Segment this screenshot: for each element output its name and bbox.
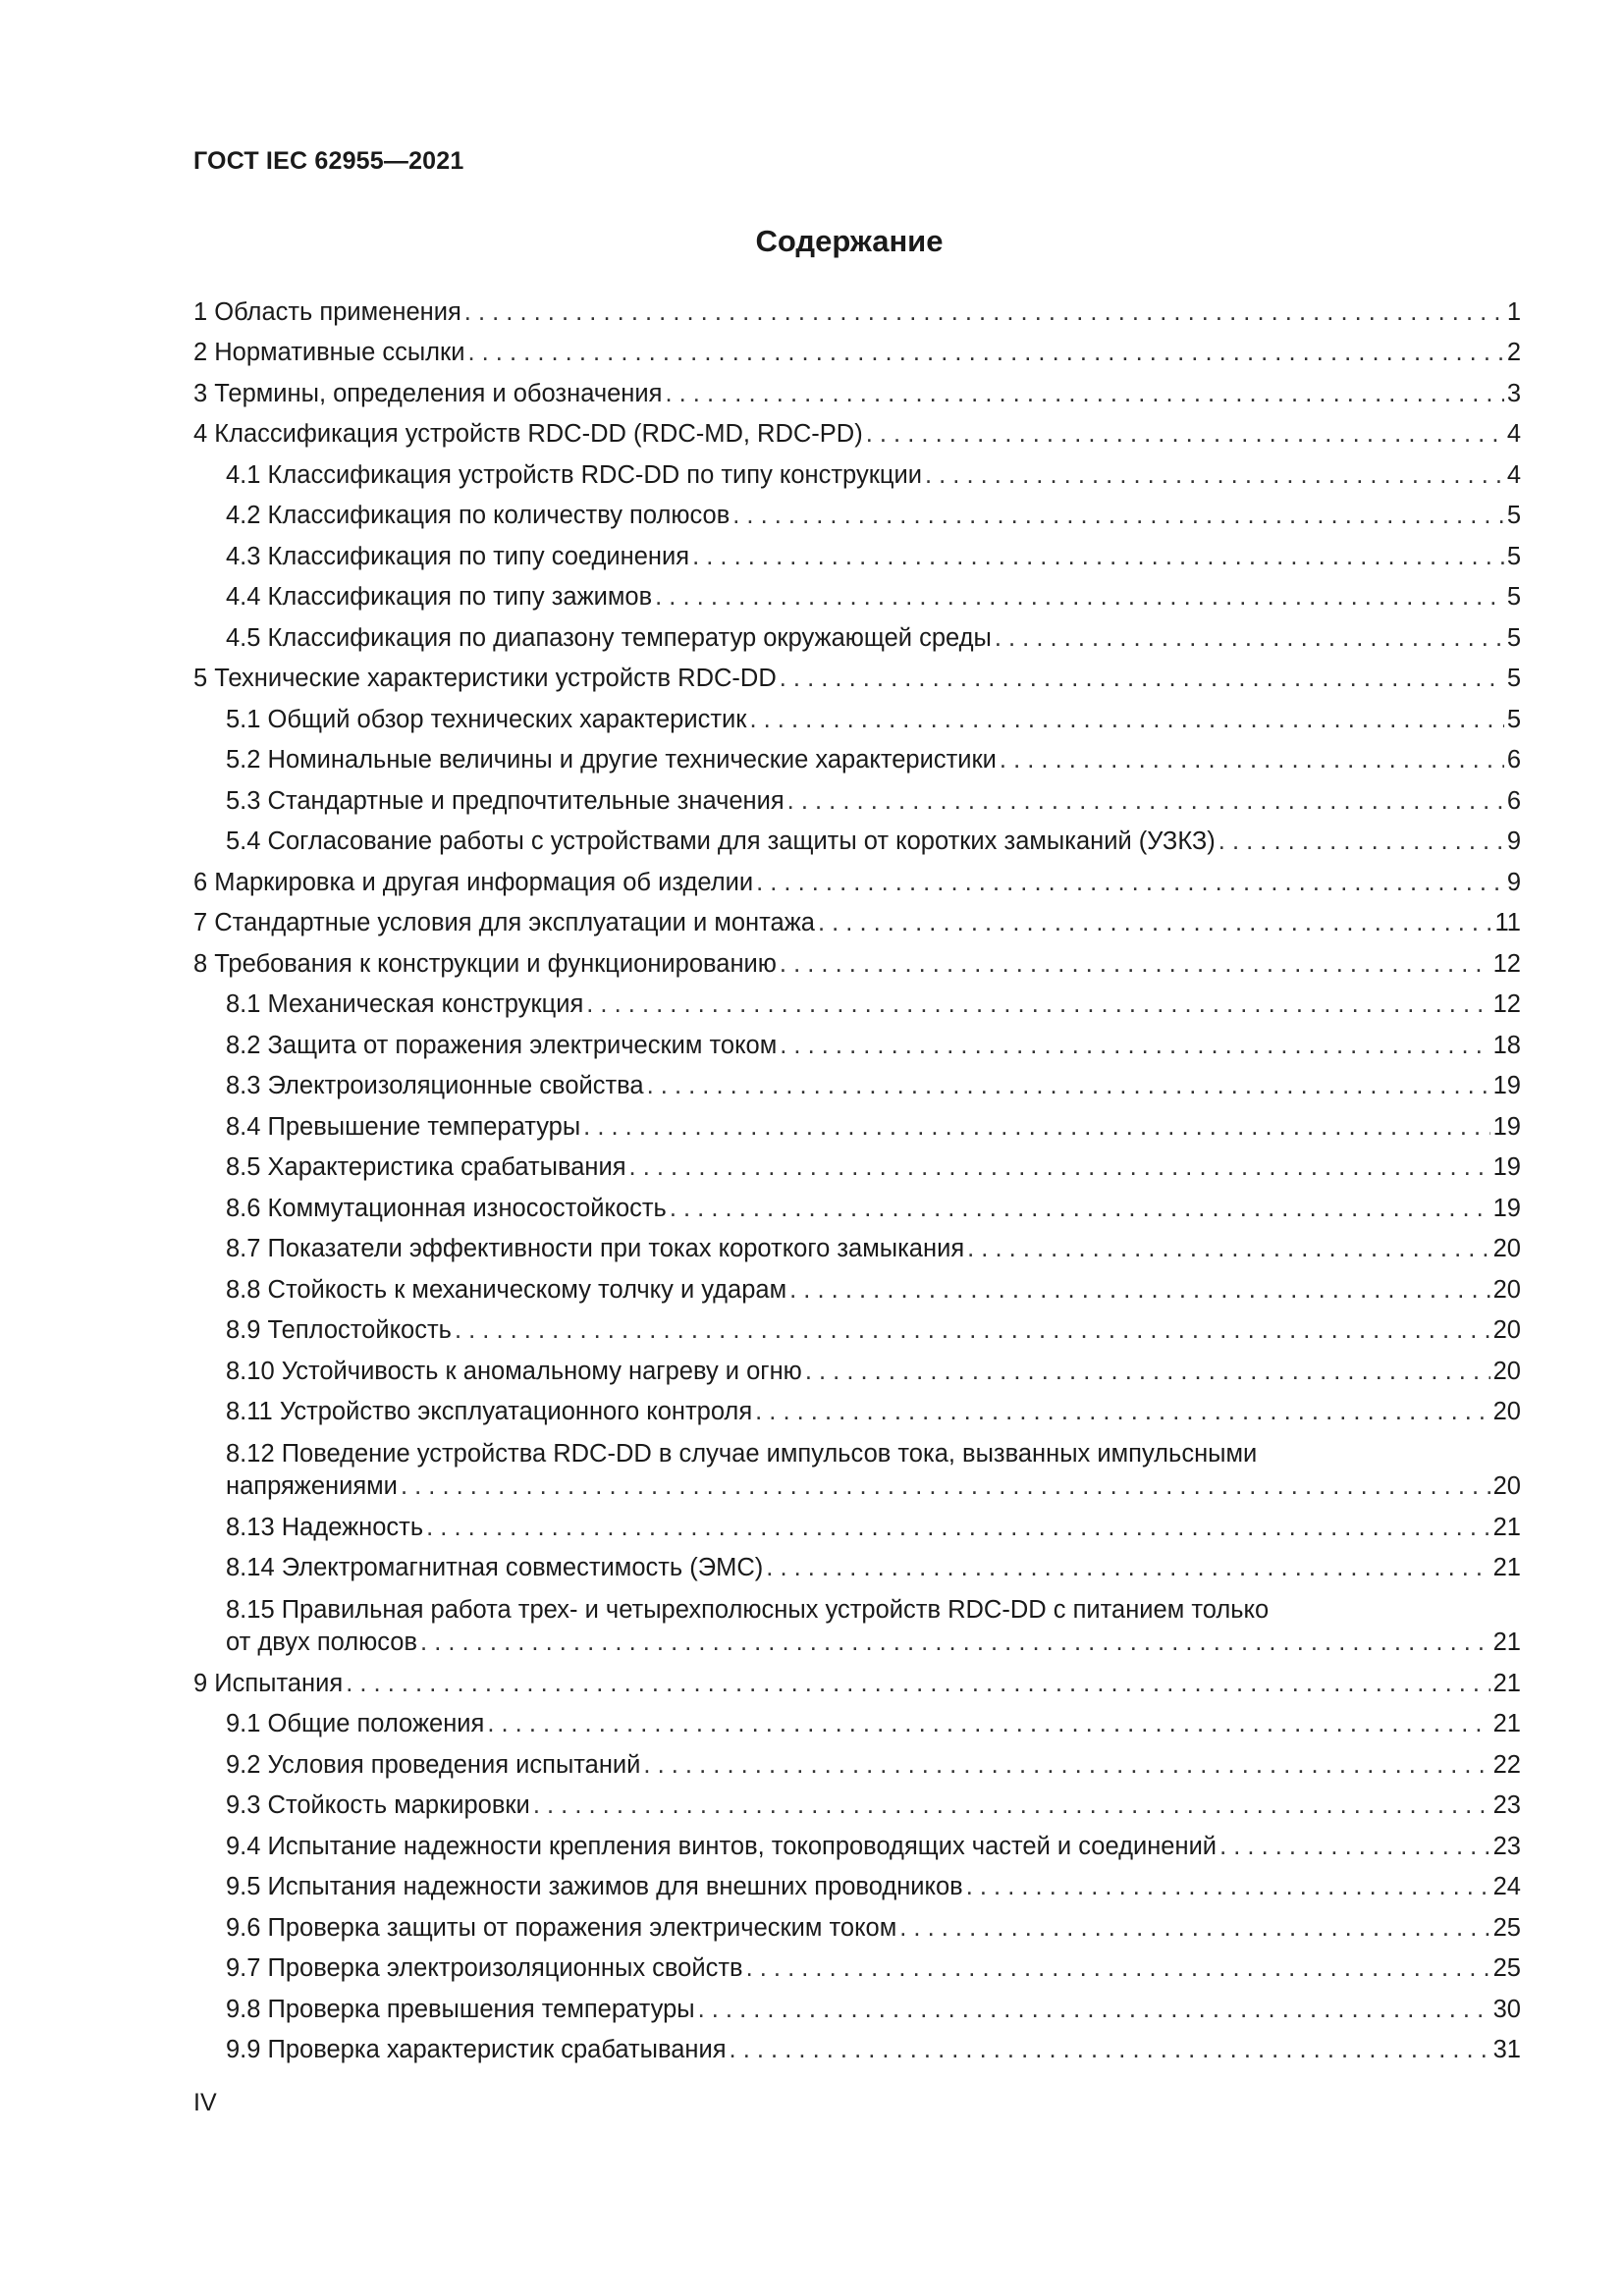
toc-entry[interactable] bbox=[193, 1224, 1521, 1265]
toc-entry-label: 9 Испытания bbox=[193, 1669, 344, 1697]
toc-entry-page: 19 bbox=[1492, 1072, 1521, 1099]
toc-entry-page: 21 bbox=[1492, 1710, 1521, 1737]
toc-entry[interactable] bbox=[193, 328, 1521, 369]
toc-entry-page: 3 bbox=[1506, 379, 1521, 407]
toc-entry-label: 5 Технические характеристики устройств RDC-DD bbox=[193, 665, 777, 692]
toc-entry-page: 5 bbox=[1506, 705, 1521, 733]
toc-entry[interactable] bbox=[193, 1984, 1521, 2025]
toc-entry[interactable] bbox=[193, 857, 1521, 898]
toc-leader-dots bbox=[1219, 1832, 1490, 1862]
toc-leader-dots bbox=[426, 1513, 1490, 1543]
toc-leader-dots bbox=[464, 297, 1504, 328]
toc-entry-label: 4.1 Классификация устройств RDC-DD по типу конструкции bbox=[226, 460, 922, 489]
toc-entry[interactable] bbox=[193, 1699, 1521, 1740]
toc-leader-dots bbox=[749, 705, 1503, 735]
toc-entry-page: 5 bbox=[1506, 542, 1521, 570]
toc-entry-page: 30 bbox=[1492, 1995, 1521, 2023]
toc-entry[interactable] bbox=[193, 1502, 1521, 1543]
toc-entry-label: от двух полюсов bbox=[226, 1629, 418, 1656]
toc-entry-label: 4.4 Классификация по типу зажимов bbox=[226, 583, 653, 611]
toc-entry-label: 8.11 Устройство эксплуатационного контроля bbox=[226, 1398, 753, 1425]
toc-entry-label: 3 Термины, определения и обозначения bbox=[193, 379, 663, 407]
toc-entry[interactable] bbox=[193, 1658, 1521, 1699]
toc-entry-label: 8.13 Надежность bbox=[226, 1513, 424, 1541]
toc-entry[interactable] bbox=[193, 1306, 1521, 1347]
toc-entry-page: 12 bbox=[1492, 990, 1521, 1018]
toc-entry-label: 8.4 Превышение температуры bbox=[226, 1112, 581, 1141]
toc-entry-label: 4.3 Классификация по типу соединения bbox=[226, 542, 690, 570]
toc-entry-page: 6 bbox=[1506, 746, 1521, 774]
toc-entry[interactable] bbox=[193, 1821, 1521, 1862]
toc-entry-page: 5 bbox=[1506, 502, 1521, 529]
toc-entry-label: 8.1 Механическая конструкция bbox=[226, 990, 584, 1018]
toc-entry-label: 8.6 Коммутационная износостойкость bbox=[226, 1194, 667, 1222]
toc-entry-page: 2 bbox=[1506, 339, 1521, 366]
toc-entry-page: 9 bbox=[1506, 828, 1521, 855]
toc-entry-label: 2 Нормативные ссылки bbox=[193, 339, 465, 366]
toc-entry-label: напряжениями bbox=[226, 1472, 398, 1500]
toc-entry-page: 21 bbox=[1492, 1629, 1521, 1656]
toc-leader-dots bbox=[787, 786, 1504, 817]
toc-leader-dots bbox=[346, 1669, 1489, 1699]
toc-leader-dots bbox=[629, 1152, 1490, 1183]
toc-entry-page: 25 bbox=[1492, 1913, 1521, 1942]
toc-entry[interactable] bbox=[193, 613, 1521, 654]
toc-entry[interactable] bbox=[193, 491, 1521, 532]
toc-leader-dots bbox=[925, 460, 1504, 491]
toc-entry-page: 5 bbox=[1506, 623, 1521, 652]
toc-entry[interactable] bbox=[193, 1902, 1521, 1944]
toc-entry-label: 5.2 Номинальные величины и другие технические характеристики bbox=[226, 746, 997, 774]
toc-entry-label: 6 Маркировка и другая информация об изделии bbox=[193, 868, 754, 896]
toc-entry-label: 5.3 Стандартные и предпочтительные значения bbox=[226, 786, 785, 815]
toc-leader-dots bbox=[899, 1913, 1489, 1944]
toc-leader-dots bbox=[780, 949, 1490, 980]
toc-leader-dots bbox=[692, 542, 1504, 572]
toc-entry[interactable] bbox=[193, 654, 1521, 695]
toc-entry-page: 23 bbox=[1492, 1832, 1521, 1860]
toc-entry[interactable] bbox=[193, 450, 1521, 491]
toc-entry-label: 4.5 Классификация по диапазону температур окружающей среды bbox=[226, 623, 992, 652]
toc-entry[interactable] bbox=[193, 1183, 1521, 1224]
toc-leader-dots bbox=[780, 1031, 1489, 1061]
toc-entry[interactable] bbox=[193, 694, 1521, 735]
toc-title: Содержание bbox=[755, 224, 944, 258]
toc-entry[interactable] bbox=[193, 531, 1521, 572]
toc-entry-page: 1 bbox=[1506, 297, 1521, 326]
toc-entry-label: 8 Требования к конструкции и функционированию bbox=[193, 949, 777, 978]
toc-entry-page: 20 bbox=[1492, 1472, 1521, 1500]
standard-designation: ГОСТ IEC 62955—2021 bbox=[193, 147, 464, 175]
toc-entry[interactable] bbox=[193, 2025, 1521, 2066]
toc-leader-dots bbox=[789, 1275, 1489, 1306]
toc-entry[interactable] bbox=[193, 938, 1521, 980]
toc-entry[interactable] bbox=[193, 1264, 1521, 1306]
toc-entry-label: 9.9 Проверка характеристик срабатывания bbox=[226, 2036, 727, 2063]
toc-leader-dots bbox=[732, 501, 1504, 531]
toc-entry[interactable] bbox=[193, 368, 1521, 409]
toc-entry-label: 8.2 Защита от поражения электрическим током bbox=[226, 1031, 778, 1059]
toc-leader-dots bbox=[487, 1709, 1489, 1739]
toc-leader-dots bbox=[698, 1995, 1490, 2025]
table-of-contents bbox=[193, 287, 1521, 2065]
toc-entry-page: 25 bbox=[1492, 1954, 1521, 1982]
toc-entry-page: 5 bbox=[1506, 583, 1521, 611]
toc-entry[interactable] bbox=[193, 287, 1521, 328]
toc-entry-page: 20 bbox=[1492, 1398, 1521, 1425]
toc-entry[interactable] bbox=[193, 1346, 1521, 1387]
toc-leader-dots bbox=[643, 1750, 1489, 1781]
toc-leader-dots bbox=[455, 1315, 1490, 1346]
toc-entry-label: 8.7 Показатели эффективности при токах короткого замыкания bbox=[226, 1235, 965, 1262]
toc-leader-dots bbox=[670, 1194, 1490, 1224]
toc-entry[interactable] bbox=[193, 898, 1521, 939]
toc-leader-dots bbox=[583, 1112, 1489, 1143]
toc-leader-dots bbox=[586, 989, 1489, 1020]
toc-entry-label: 8.5 Характеристика срабатывания bbox=[226, 1153, 626, 1181]
toc-entry[interactable] bbox=[193, 409, 1521, 451]
toc-entry[interactable] bbox=[193, 775, 1521, 817]
toc-entry-page: 12 bbox=[1492, 949, 1521, 978]
toc-entry-label: 8.12 Поведение устройства RDC-DD в случае импульсов тока, вызванных импульсными bbox=[226, 1440, 1258, 1468]
toc-entry-label: 8.3 Электроизоляционные свойства bbox=[226, 1072, 644, 1099]
toc-leader-dots bbox=[967, 1234, 1489, 1264]
toc-entry[interactable] bbox=[193, 1020, 1521, 1061]
toc-entry-page: 5 bbox=[1506, 665, 1521, 692]
page-number: IV bbox=[193, 2089, 217, 2116]
toc-entry-page: 19 bbox=[1492, 1153, 1521, 1181]
toc-leader-dots bbox=[665, 379, 1503, 409]
toc-leader-dots bbox=[730, 2035, 1490, 2065]
toc-entry[interactable] bbox=[193, 1944, 1521, 1985]
toc-entry-label: 4 Классификация устройств RDC-DD (RDC-MD, RDC-PD) bbox=[193, 420, 863, 448]
toc-entry-page: 19 bbox=[1492, 1194, 1521, 1222]
toc-entry-label: 4.2 Классификация по количеству полюсов bbox=[226, 502, 731, 529]
toc-leader-dots bbox=[805, 1357, 1490, 1387]
toc-entry-label: 9.5 Испытания надежности зажимов для внешних проводников bbox=[226, 1873, 963, 1900]
toc-leader-dots bbox=[467, 338, 1503, 368]
toc-entry-page: 20 bbox=[1492, 1235, 1521, 1262]
toc-leader-dots bbox=[1218, 827, 1504, 857]
toc-entry-page: 24 bbox=[1492, 1873, 1521, 1900]
toc-entry-page: 21 bbox=[1492, 1669, 1521, 1697]
toc-leader-dots bbox=[866, 419, 1504, 450]
toc-entry-label: 5.4 Согласование работы с устройствами для защиты от коротких замыканий (УЗКЗ) bbox=[226, 828, 1216, 855]
toc-leader-dots bbox=[780, 664, 1504, 694]
toc-leader-dots bbox=[755, 1397, 1490, 1427]
toc-entry[interactable] bbox=[193, 1862, 1521, 1903]
toc-entry-label: 9.8 Проверка превышения температуры bbox=[226, 1995, 695, 2023]
toc-entry-page: 18 bbox=[1492, 1031, 1521, 1059]
toc-entry-label: 8.10 Устойчивость к аномальному нагреву и огню bbox=[226, 1357, 802, 1385]
toc-leader-dots bbox=[420, 1628, 1490, 1658]
toc-entry[interactable] bbox=[193, 980, 1521, 1021]
toc-entry-page: 20 bbox=[1492, 1357, 1521, 1385]
toc-entry-label: 9.7 Проверка электроизоляционных свойств bbox=[226, 1954, 743, 1982]
toc-entry-page: 21 bbox=[1492, 1554, 1521, 1581]
toc-entry[interactable] bbox=[193, 572, 1521, 614]
toc-entry[interactable] bbox=[193, 1781, 1521, 1822]
toc-leader-dots bbox=[756, 868, 1504, 898]
toc-entry[interactable] bbox=[193, 735, 1521, 776]
toc-entry-page: 11 bbox=[1494, 909, 1521, 936]
toc-leader-dots bbox=[655, 582, 1504, 613]
toc-entry-label: 5.1 Общий обзор технических характеристик bbox=[226, 705, 747, 733]
toc-entry-page: 23 bbox=[1492, 1791, 1521, 1819]
toc-entry-page: 6 bbox=[1506, 786, 1521, 815]
toc-entry[interactable] bbox=[193, 1583, 1521, 1658]
toc-entry[interactable] bbox=[193, 1739, 1521, 1781]
toc-entry[interactable] bbox=[193, 1061, 1521, 1102]
toc-entry[interactable] bbox=[193, 817, 1521, 858]
toc-leader-dots bbox=[401, 1471, 1490, 1502]
toc-entry[interactable] bbox=[193, 1387, 1521, 1428]
toc-entry-label: 9.3 Стойкость маркировки bbox=[226, 1791, 530, 1819]
toc-entry-page: 19 bbox=[1492, 1112, 1521, 1141]
toc-entry-page: 20 bbox=[1492, 1316, 1521, 1344]
toc-entry-label: 8.14 Электромагнитная совместимость (ЭМС) bbox=[226, 1554, 764, 1581]
toc-leader-dots bbox=[647, 1071, 1490, 1101]
toc-entry-page: 31 bbox=[1492, 2036, 1521, 2063]
toc-leader-dots bbox=[818, 908, 1492, 938]
toc-entry-page: 9 bbox=[1506, 868, 1521, 896]
toc-entry-label: 9.2 Условия проведения испытаний bbox=[226, 1750, 641, 1779]
toc-entry-label: 8.8 Стойкость к механическому толчку и ударам bbox=[226, 1275, 787, 1304]
toc-leader-dots bbox=[533, 1790, 1490, 1821]
toc-entry-page: 22 bbox=[1492, 1750, 1521, 1779]
toc-entry[interactable] bbox=[193, 1427, 1521, 1502]
toc-entry[interactable] bbox=[193, 1101, 1521, 1143]
toc-leader-dots bbox=[746, 1953, 1490, 1984]
toc-leader-dots bbox=[766, 1553, 1489, 1583]
toc-leader-dots bbox=[1000, 745, 1504, 775]
toc-entry-label: 9.6 Проверка защиты от поражения электрическим током bbox=[226, 1913, 897, 1942]
toc-entry[interactable] bbox=[193, 1543, 1521, 1584]
toc-leader-dots bbox=[966, 1872, 1490, 1902]
toc-entry-label: 8.9 Теплостойкость bbox=[226, 1316, 452, 1344]
toc-entry-label: 1 Область применения bbox=[193, 297, 461, 326]
toc-entry-page: 20 bbox=[1492, 1275, 1521, 1304]
toc-entry-label: 9.1 Общие положения bbox=[226, 1710, 485, 1737]
toc-entry-page: 4 bbox=[1506, 420, 1521, 448]
toc-entry-label: 7 Стандартные условия для эксплуатации и монтажа bbox=[193, 909, 815, 936]
toc-entry-label: 8.15 Правильная работа трех- и четырехполюсных устройств RDC-DD с питанием только bbox=[226, 1596, 1270, 1624]
toc-entry[interactable] bbox=[193, 1143, 1521, 1184]
toc-leader-dots bbox=[995, 623, 1504, 654]
toc-entry-page: 4 bbox=[1506, 460, 1521, 489]
toc-entry-page: 21 bbox=[1492, 1513, 1521, 1541]
toc-entry-label: 9.4 Испытание надежности крепления винтов, токопроводящих частей и соединений bbox=[226, 1832, 1218, 1860]
